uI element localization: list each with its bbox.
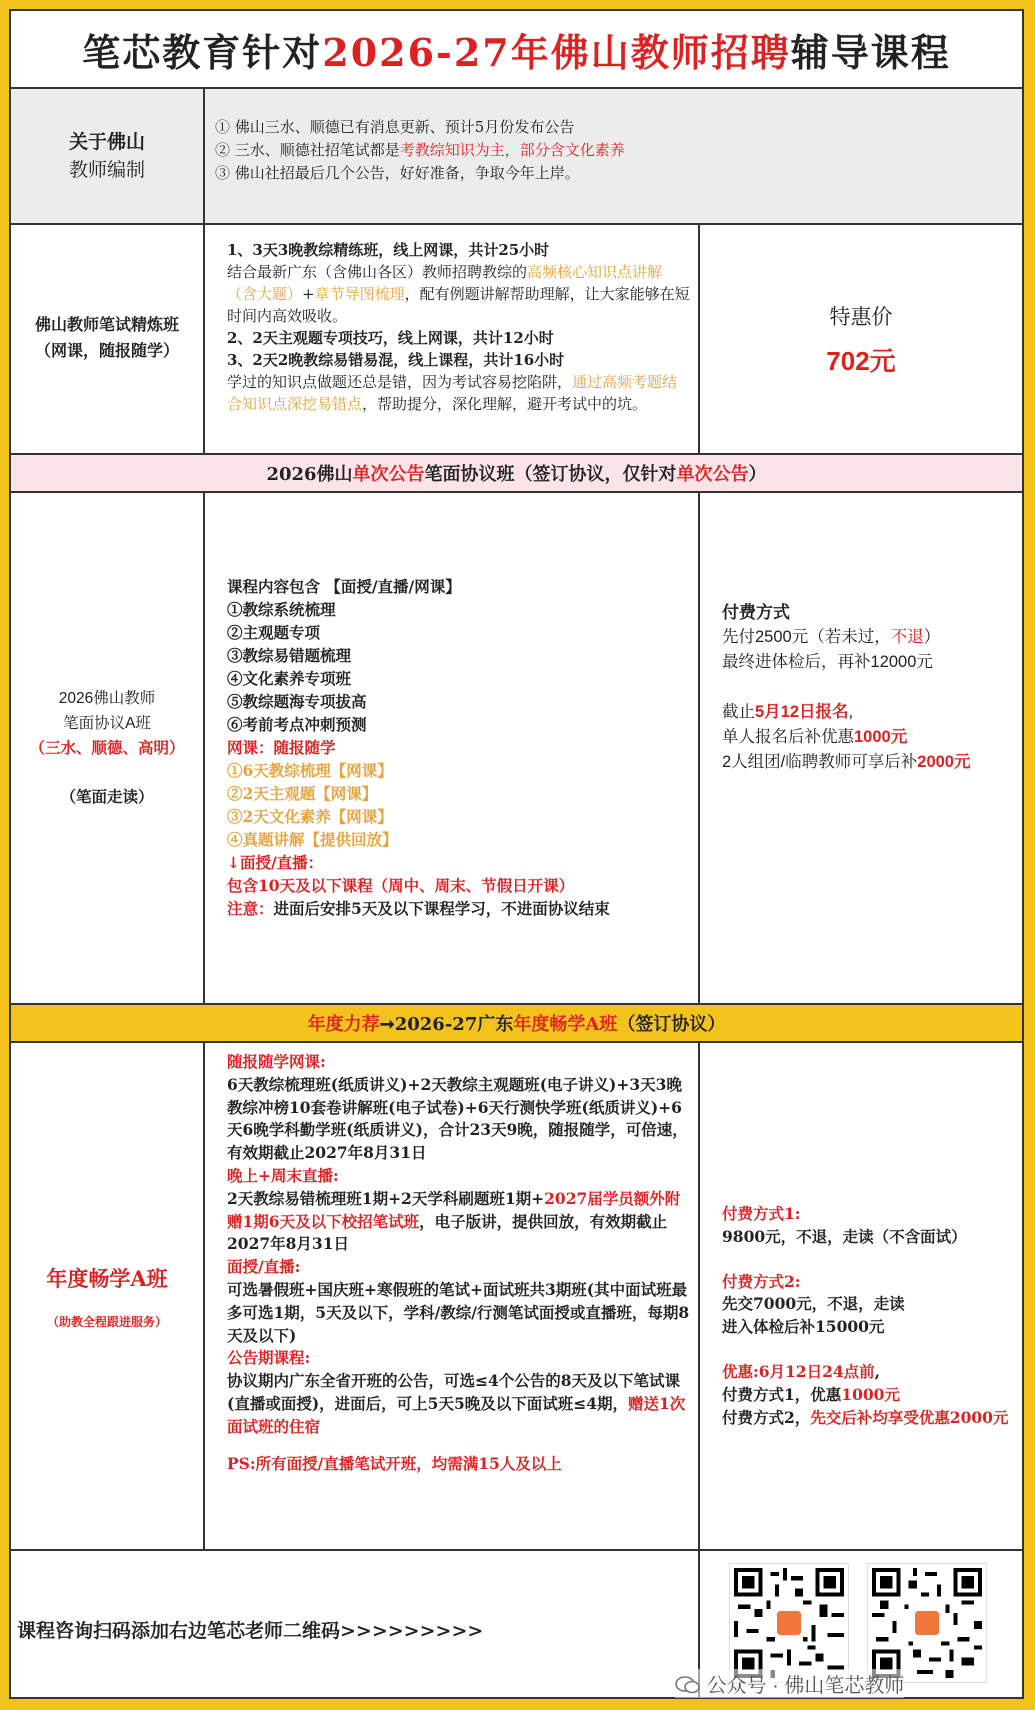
course-item: ②主观题专项 [227, 623, 321, 642]
course-item: ④文化素养专项班 [227, 669, 352, 688]
annual-class-band: 年度力荐 ➞2026-27广东 年度畅学A班 （签订协议） [11, 1005, 1022, 1043]
single-class-section [11, 493, 1022, 1005]
annual-class-content: 随报随学网课: 6天教综梳理班(纸质讲义)+2天教综主观题班(电子讲义)+3天3晚教综冲榜10套卷讲解班(电子试卷)+6天行测快学班(纸质讲义)+6天6晚学科勤学班(纸质讲义)，合计23天9晚，随报随学，可倍速，有效期截止2027年8月31日 晚上+周末直播: 2天教综易错梳理班1期+2天学科刷题班1期+2027届学员额外附赠1期6天及以下校招笔试班，电子版讲，提供回放，有效期截止2027年8月31日 面授/直播: 可选暑假班+国庆班+寒假班的笔试+面试班共3期班(其中面试班最多可选1期，5天及以下，学科/教综/行测笔试面授或直播班，每期8天及以下) 公告期课程: 协议期内广东全省开班的公告，可选≤4个公告的8天及以下笔试课(直播或面授)，进面后，可上5天5晚及以下面试班≤4期，赠送1次面试班的住宿 PS:所有面授/直播笔试开班，均需满15人及以上 [205, 1043, 700, 1549]
online-item: ④真题讲解【提供回放】 [227, 830, 398, 849]
annual-class-name: 年度畅学A班 （助教全程跟进服务） [11, 1043, 205, 1549]
consult-cell [11, 1551, 700, 1697]
about-item: ② 三水、顺德社招笔试都是考教综知识为主，部分含文化素养 [215, 141, 625, 159]
course-item: ⑥考前考点冲刺预测 [227, 715, 367, 734]
page-title: 笔芯教育针对 2026-27年佛山教师招聘 辅导课程 [11, 11, 1022, 89]
about-heading: 关于佛山 教师编制 [11, 89, 205, 223]
written-class-content: 1、3天3晚教综精练班，线上网课，共计25小时 结合最新广东（含佛山各区）教师招聘教综的高频核心知识点讲解（含大题）+章节导图梳理，配有例题讲解帮助理解，让大家能够在短时间内高效吸收。 2、2天主观题专项技巧，线上网课，共计12小时 3、2天2晚教综易错易混，线上课程，共计16小时 学过的知识点做题还总是错，因为考试容易挖陷阱，通过高频考题结合知识点深挖易错点，帮助提分，深化理解，避开考试中的坑。 [205, 225, 700, 453]
footer-section [11, 1551, 1022, 1697]
annual-class-section [11, 1043, 1022, 1551]
course-item: ⑤教综题海专项拔高 [227, 692, 367, 711]
course-poster [9, 9, 1024, 1699]
wechat-icon [675, 1675, 701, 1695]
single-class-payment: 付费方式 先付2500元（若未过，不退） 最终进体检后，再补12000元 截止5月12日报名, 单人报名后补优惠1000元 2人组团/临聘教师可享后补2000元 [722, 603, 971, 771]
course-item: ①教综系统梳理 [227, 600, 336, 619]
written-class-name: 佛山教师笔试精炼班 （网课，随报随学） [11, 225, 205, 453]
consult-text: 课程咨询扫码添加右边笔芯老师二维码>>>>>>>>> [17, 1620, 484, 1642]
price-value: 702元 [826, 345, 896, 376]
about-list [205, 89, 1022, 223]
qr-code-2[interactable] [867, 1563, 987, 1683]
course-item: ③教综易错题梳理 [227, 646, 352, 665]
online-item: ②2天主观题【网课】 [227, 784, 378, 803]
single-class-band: 2026佛山 单次公告 笔面协议班（签订协议，仅针对 单次公告 ） [11, 455, 1022, 493]
about-item: ① 佛山三水、顺德已有消息更新、预计5月份发布公告 [215, 118, 575, 136]
online-item: ①6天教综梳理【网课】 [227, 761, 393, 780]
watermark: 公众号 · 佛山笔芯教师 [675, 1669, 904, 1698]
about-foshan-section [11, 89, 1022, 225]
online-item: ③2天文化素养【网课】 [227, 807, 393, 826]
single-class-name: 2026佛山教师 笔面协议A班 （三水、顺德、高明） （笔面走读） [11, 493, 205, 1003]
qr-code-graphic [730, 1564, 848, 1682]
single-class-content: 课程内容包含 【面授/直播/网课】 ①教综系统梳理 ②主观题专项 ③教综易错题梳理 ④文化素养专项班 ⑤教综题海专项拔高 ⑥考前考点冲刺预测 网课：随报随学 ①6天教综梳理【网课】 ②2天主观题【网课】 ③2天文化素养【网课】 ④真题讲解【提供回放】 ↓面授/直播： 包含10天及以下课程（周中、周末、节假日开课） 注意：进面后安排5天及以下课程学习，不进面协议结束 [205, 493, 700, 1003]
written-class-section [11, 225, 1022, 455]
written-class-price: 特惠价 702元 [826, 305, 896, 376]
qr-code-1[interactable] [729, 1563, 849, 1683]
qr-code-graphic [868, 1564, 986, 1682]
annual-class-payment: 付费方式1: 9800元，不退，走读（不含面试） 付费方式2: 先交7000元，不退，走读 进入体检后补15000元 优惠:6月12日24点前, 付费方式1，优惠1000元 付费方式2，先交后补均享受优惠2000元 [722, 1204, 1009, 1427]
about-item: ③ 佛山社招最后几个公告，好好准备，争取今年上岸。 [215, 164, 580, 182]
